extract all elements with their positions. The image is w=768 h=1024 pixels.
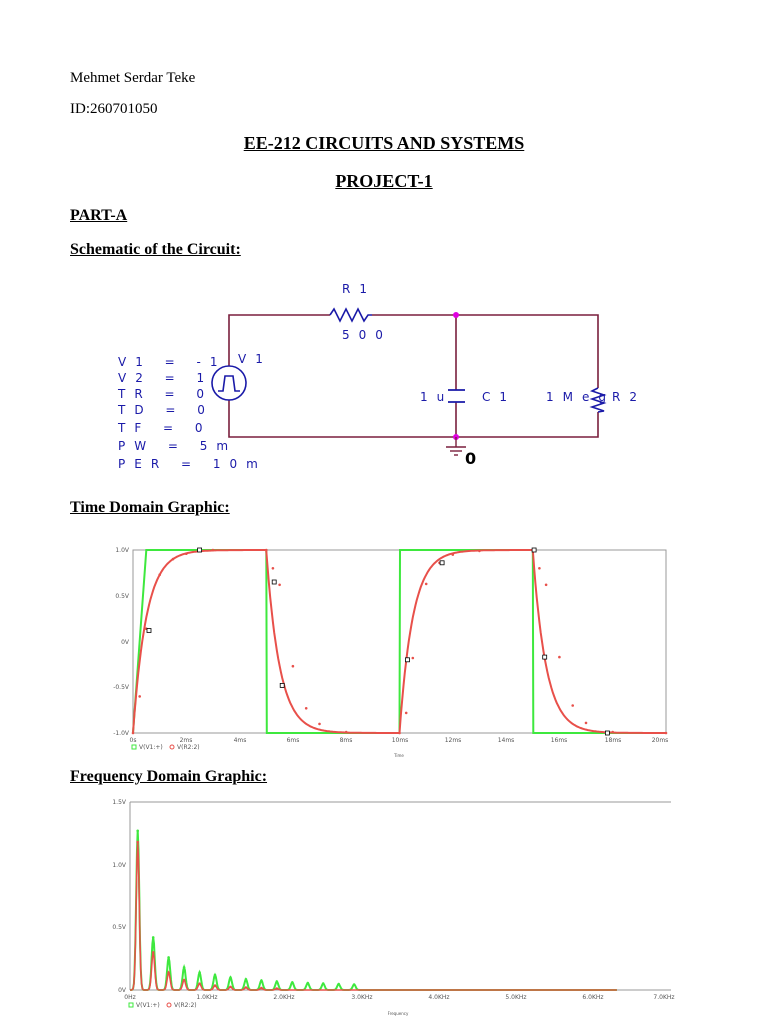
legend-swatch-red xyxy=(167,1003,171,1007)
r2-value-label: 1Meg xyxy=(546,390,615,404)
y-tick-label: 1.5V xyxy=(112,799,126,806)
series-point xyxy=(425,583,428,586)
legend-entry: V(V1:+) xyxy=(136,1002,160,1009)
x-tick-label: 7.0KHz xyxy=(653,994,675,1001)
cursor-marker xyxy=(198,548,202,552)
series-point xyxy=(452,553,455,556)
series-layer xyxy=(130,830,617,991)
series-line-v1 xyxy=(130,831,617,990)
series-point xyxy=(158,573,161,576)
x-tick-label: 2ms xyxy=(179,737,193,744)
r1-value-label: 500 xyxy=(342,328,392,342)
series-point xyxy=(412,657,415,660)
frequency-domain-chart xyxy=(0,796,768,1020)
frequency-domain-heading: Frequency Domain Graphic: xyxy=(70,768,268,785)
series-point xyxy=(212,549,215,552)
series-point xyxy=(278,584,281,587)
cursor-marker xyxy=(272,580,276,584)
ground-symbol-icon xyxy=(446,437,466,455)
series-point xyxy=(272,567,275,570)
series-line-r2 xyxy=(130,842,617,990)
project-title: PROJECT-1 xyxy=(335,171,433,191)
series-point xyxy=(260,979,263,982)
series-point xyxy=(276,987,279,990)
pulse-source-v1-icon xyxy=(212,366,246,400)
series-point xyxy=(198,971,201,974)
series-point xyxy=(214,984,217,987)
y-axis-ticks xyxy=(113,547,130,737)
series-point xyxy=(307,982,310,985)
series-point xyxy=(665,732,668,735)
series-point xyxy=(611,731,614,734)
series-point xyxy=(138,695,141,698)
legend-entry: V(V1:+) xyxy=(139,744,163,751)
x-tick-label: 3.0KHz xyxy=(351,994,373,1001)
series-point xyxy=(291,981,294,984)
series-point xyxy=(558,656,561,659)
series-point xyxy=(545,584,548,587)
x-axis-ticks xyxy=(124,994,674,1001)
series-point xyxy=(478,550,481,553)
circuit-schematic xyxy=(0,270,768,480)
series-point xyxy=(398,732,401,735)
series-point xyxy=(337,983,340,986)
series-point xyxy=(185,552,188,555)
x-tick-label: 16ms xyxy=(550,737,568,744)
series-point xyxy=(322,982,325,985)
c1-name-label: C1 xyxy=(482,390,517,404)
x-tick-label: 14ms xyxy=(497,737,515,744)
series-point xyxy=(198,982,201,985)
x-tick-label: 18ms xyxy=(604,737,622,744)
time-domain-heading: Time Domain Graphic: xyxy=(70,499,230,516)
x-tick-label: 2.0KHz xyxy=(273,994,295,1001)
series-point xyxy=(318,723,321,726)
cursor-marker xyxy=(605,731,609,735)
series-point xyxy=(132,732,135,735)
c1-value-label: 1u xyxy=(420,390,454,404)
source-param-tr: TR = 0 xyxy=(118,387,213,401)
series-point xyxy=(183,966,186,969)
x-tick-label: 4.0KHz xyxy=(428,994,450,1001)
x-tick-label: 4ms xyxy=(233,737,247,744)
y-tick-label: -1.0V xyxy=(113,730,129,737)
series-point xyxy=(229,976,232,979)
x-tick-label: 0Hz xyxy=(124,994,136,1001)
series-point xyxy=(245,978,248,981)
cursor-marker xyxy=(532,548,536,552)
student-id: ID:260701050 xyxy=(70,101,158,117)
x-tick-label: 10ms xyxy=(391,737,409,744)
series-point xyxy=(353,983,356,986)
ground-node-label: 0 xyxy=(465,449,477,468)
source-param-v2: V2 = 1 xyxy=(118,371,214,385)
x-tick-label: 12ms xyxy=(444,737,462,744)
x-tick-label: 6ms xyxy=(286,737,300,744)
series-point xyxy=(405,712,408,715)
series-point xyxy=(245,986,248,989)
series-point xyxy=(229,986,232,989)
x-axis-title: Frequency xyxy=(387,1011,409,1016)
legend-swatch-green xyxy=(129,1003,133,1007)
part-a-heading: PART-A xyxy=(70,207,128,224)
source-name-label: V1 xyxy=(238,352,272,366)
x-tick-label: 1.0KHz xyxy=(196,994,218,1001)
series-point xyxy=(167,971,170,974)
x-tick-label: 0s xyxy=(129,737,137,744)
series-point xyxy=(172,558,175,561)
y-tick-label: 0.5V xyxy=(112,924,126,931)
cursor-marker xyxy=(543,655,547,659)
chart-legend xyxy=(129,1002,409,1016)
x-tick-label: 6.0KHz xyxy=(582,994,604,1001)
y-tick-label: -0.5V xyxy=(113,684,129,691)
r1-name-label: R1 xyxy=(342,282,376,296)
chart-legend xyxy=(132,744,404,758)
series-point xyxy=(167,956,170,959)
series-point xyxy=(585,722,588,725)
series-point xyxy=(571,704,574,707)
time-domain-chart xyxy=(0,536,768,766)
legend-entry: V(R2:2) xyxy=(177,744,200,751)
source-param-tf: TF = 0 xyxy=(118,421,212,435)
series-point xyxy=(152,936,155,939)
series-point xyxy=(136,830,139,833)
cursor-marker xyxy=(440,561,444,565)
series-point xyxy=(276,980,279,983)
y-tick-label: 1.0V xyxy=(115,547,129,554)
source-param-v1: V1 = -1 xyxy=(118,355,227,369)
resistor-r1-icon xyxy=(330,309,372,321)
cursor-marker xyxy=(280,683,284,687)
cursor-marker xyxy=(147,629,151,633)
legend-swatch-red xyxy=(170,745,174,749)
r2-name-label: R2 xyxy=(612,390,646,404)
y-tick-label: 0.5V xyxy=(115,593,129,600)
x-tick-label: 8ms xyxy=(339,737,353,744)
series-point xyxy=(292,665,295,668)
series-point xyxy=(538,567,541,570)
schematic-heading: Schematic of the Circuit: xyxy=(70,241,241,258)
series-point xyxy=(183,979,186,982)
x-tick-label: 20ms xyxy=(651,737,669,744)
series-point xyxy=(260,987,263,990)
y-tick-label: 1.0V xyxy=(112,862,126,869)
source-param-pw: PW = 5m xyxy=(118,439,238,453)
series-point xyxy=(152,951,155,954)
course-title: EE-212 CIRCUITS AND SYSTEMS xyxy=(243,133,525,153)
series-point xyxy=(345,731,348,734)
y-tick-label: 0V xyxy=(121,639,129,646)
x-axis-ticks xyxy=(130,737,669,744)
y-axis-ticks xyxy=(112,799,127,994)
y-tick-label: 0V xyxy=(118,987,126,994)
source-param-td: TD = 0 xyxy=(118,403,214,417)
source-param-per: PER = 10m xyxy=(118,457,267,471)
series-point xyxy=(305,707,308,710)
cursor-marker xyxy=(406,658,410,662)
series-point xyxy=(136,841,139,844)
schematic-wires xyxy=(229,315,598,437)
node-dot xyxy=(453,312,459,318)
author-name: Mehmet Serdar Teke xyxy=(70,70,196,86)
series-point xyxy=(265,549,268,552)
x-axis-title: Time xyxy=(394,753,404,758)
legend-entry: V(R2:2) xyxy=(174,1002,197,1009)
legend-swatch-green xyxy=(132,745,136,749)
x-tick-label: 5.0KHz xyxy=(505,994,527,1001)
series-point xyxy=(214,974,217,977)
